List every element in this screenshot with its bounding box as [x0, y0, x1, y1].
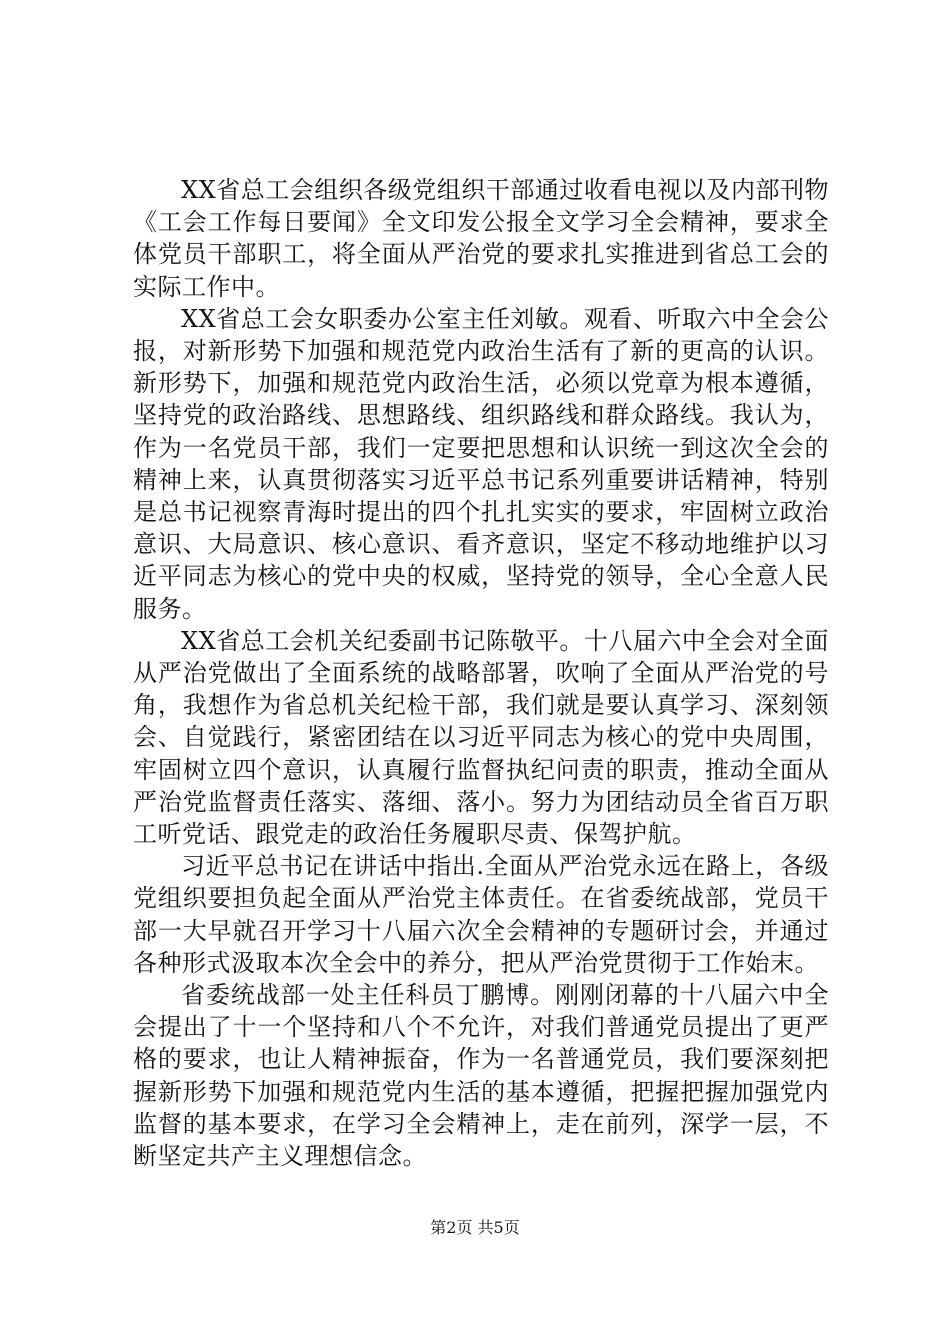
paragraph-2: XX省总工会女职委办公室主任刘敏。观看、听取六中全会公报，对新形势下加强和规范党内政治生活有了新的更高的认识。新形势下，加强和规范党内政治生活，必须以党章为根本遵循，坚持党的政治路线、思想路线、组织路线和群众路线。我认为，作为一名党员干部，我们一定要把思想和认识统一到这次全会的精神上来，认真贯彻落实习近平总书记系列重要讲话精神，特别是总书记视察青海时提出的四个扎扎实实的要求，牢固树立政治意识、大局意识、核心意识、看齐意识，坚定不移动地维护以习近平同志为核心的党中央的权威，坚持党的领导，全心全意人民服务。	[133, 304, 829, 623]
document-body	[133, 174, 829, 1172]
paragraph-1: XX省总工会组织各级党组织干部通过收看电视以及内部刊物《工会工作每日要闻》全文印发公报全文学习全会精神，要求全体党员干部职工，将全面从严治党的要求扎实推进到省总工会的实际工作中。	[133, 176, 829, 301]
paragraph-4: 习近平总书记在讲话中指出.全面从严治党永远在路上，各级党组织要担负起全面从严治党主体责任。在省委统战部，党员干部一大早就召开学习十八届六次全会精神的专题研讨会，并通过各种形式汲取本次全会中的养分，把从严治党贯彻于工作始末。	[133, 852, 829, 977]
page-number-footer: 第2页 共5页	[430, 1218, 520, 1237]
paragraph-5: 省委统战部一处主任科员丁鹏博。刚刚闭幕的十八届六中全会提出了十一个坚持和八个不允许，对我们普通党员提出了更严格的要求，也让人精神振奋，作为一名普通党员，我们要深刻把握新形势下加强和规范党内生活的基本遵循，把握把握加强党内监督的基本要求，在学习全会精神上，走在前列，深学一层，不断坚定共产主义理想信念。	[133, 981, 829, 1171]
paragraph-3: XX省总工会机关纪委副书记陈敬平。十八届六中全会对全面从严治党做出了全面系统的战略部署，吹响了全面从严治党的号角，我想作为省总机关纪检干部，我们就是要认真学习、深刻领会、自觉践行，紧密团结在以习近平同志为核心的党中央周围，牢固树立四个意识，认真履行监督执纪问责的职责，推动全面从严治党监督责任落实、落细、落小。努力为团结动员全省百万职工听党话、跟党走的政治任务履职尽责、保驾护航。	[133, 626, 829, 849]
